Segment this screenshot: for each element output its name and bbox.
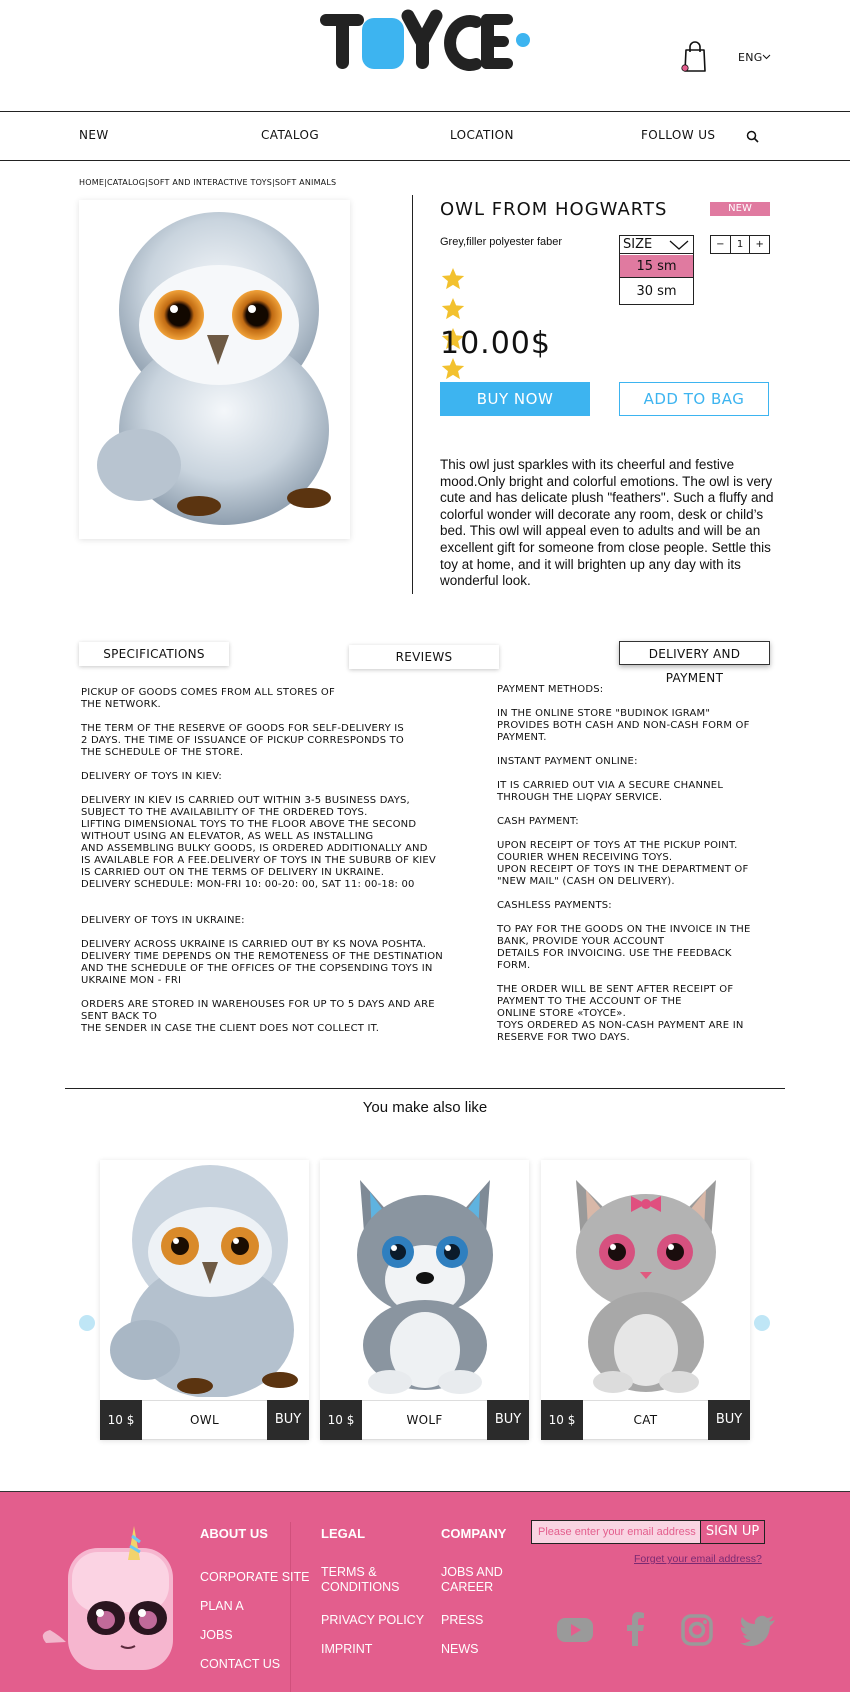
chevron-down-icon (668, 239, 690, 251)
footer-divider (290, 1522, 291, 1692)
product-card-bar (320, 1400, 529, 1440)
also-like-title: You make also like (362, 1099, 488, 1116)
card-buy-button[interactable]: BUY (267, 1400, 309, 1440)
delivery-info-left: PICKUP OF GOODS COMES FROM ALL STORES OF THE NETWORK. THE TERM OF THE RESERVE OF GOODS FOR SELF-DELIVERY IS 2 DAYS. THE TIME OF ISSUANCE OF PICKUP CORRESPONDS TO THE SCHEDULE OF THE STORE. DELIVERY OF TOYS IN KIEV: DELIVERY IN KIEV IS CARRIED OUT WITHIN 3-5 BUSINESS DAYS, SUBJECT TO THE AVAILABILITY OF THE ORDERED TOYS. LIFTING DIMENSIONAL TOYS TO THE FLOOR ABOVE THE SECOND WITHOUT USING AN ELEVATOR, AS WELL AS INSTALLING AND ASSEMBLING BULKY GOODS, IS ORDERED ADDITIONALLY AND IS AVAILABLE FOR A FEE.DELIVERY OF TOYS IN THE SUBURB OF KIEV IS CARRIED OUT ON THE TERMS OF DELIVERY IN UKRAINE. DELIVERY SCHEDULE: MON-FRI 10: 00-20: 00, SAT 11: 00-18: 00 DELIVERY OF TOYS IN UKRAINE: DELIVERY ACROSS UKRAINE IS CARRIED OUT BY KS NOVA POSHTA. DELIVERY TIME DEPENDS ON THE REMOTENESS OF THE DESTINATION AND THE SCHEDULE OF THE OFFICES OF THE COPSENDING TOYS IN UKRAINE MON - FRI ORDERS ARE STORED IN WAREHOUSES FOR UP TO 5 DAYS AND ARE SENT BACK TO THE SENDER IN CASE THE CLIENT DOES NOT COLLECT IT. (81, 687, 443, 1034)
shopping-bag-icon[interactable] (680, 40, 710, 74)
buy-now-button[interactable]: BUY NOW (440, 382, 590, 416)
new-badge: NEW (710, 202, 770, 216)
card-name[interactable]: CAT (583, 1400, 708, 1440)
header-divider (0, 111, 850, 112)
star-filled-icon[interactable] (440, 296, 466, 322)
footer-link-contact-us[interactable]: CONTACT US (200, 1657, 281, 1671)
footer-link-press[interactable]: PRESS (441, 1613, 484, 1627)
quantity-value[interactable]: 1 (730, 236, 751, 253)
wolf-thumbnail[interactable] (320, 1160, 529, 1397)
product-title: OWL FROM HOGWARTS (440, 199, 668, 220)
footer-link-privacy-policy[interactable]: PRIVACY POLICY (321, 1613, 425, 1627)
footer-link-terms[interactable]: TERMS & CONDITIONS (321, 1565, 400, 1594)
size-dropdown[interactable] (619, 235, 694, 305)
product-card-bar (100, 1400, 309, 1440)
carousel-next-dot[interactable] (754, 1315, 770, 1331)
nav-follow-us[interactable]: FOLLOW US (641, 128, 716, 142)
card-buy-button[interactable]: BUY (487, 1400, 529, 1440)
payment-info-right: PAYMENT METHODS: IN THE ONLINE STORE "BUDINOK IGRAM" PROVIDES BOTH CASH AND NON-CASH FORM OF PAYMENT. INSTANT PAYMENT ONLINE: IT IS CARRIED OUT VIA A SECURE CHANNEL THROUGH THE LIQPAY SERVICE. CASH PAYMENT: UPON RECEIPT OF TOYS AT THE PICKUP POINT. COURIER WHEN RECEIVING TOYS. UPON RECEIPT OF TOYS IN THE DEPARTMENT OF "NEW MAIL" (CASH ON DELIVERY). CASHLESS PAYMENTS: TO PAY FOR THE GOODS ON THE INVOICE IN THE BANK, PROVIDE YOUR ACCOUNT DETAILS FOR INVOICING. USE THE FEEDBACK FORM. THE ORDER WILL BE SENT AFTER RECEIPT OF PAYMENT TO THE ACCOUNT OF THE ONLINE STORE «TOYCE». TOYS ORDERED AS NON-CASH PAYMENT ARE IN RESERVE FOR TWO DAYS. (497, 684, 751, 1043)
cat-thumbnail[interactable] (541, 1160, 750, 1397)
nav-location[interactable]: LOCATION (450, 128, 514, 142)
size-option-30[interactable]: 30 sm (636, 284, 677, 299)
footer-legal-title: LEGAL (321, 1526, 366, 1541)
owl-illustration (79, 200, 350, 539)
product-card-owl[interactable] (100, 1160, 309, 1440)
owl-thumbnail[interactable] (100, 1160, 309, 1397)
product-card-cat[interactable] (541, 1160, 750, 1440)
nav-catalog[interactable]: CATALOG (261, 128, 320, 142)
twitter-icon[interactable] (739, 1612, 777, 1648)
add-to-bag-button[interactable]: ADD TO BAG (619, 382, 769, 416)
sign-up-button[interactable]: SIGN UP (701, 1520, 765, 1544)
instagram-icon[interactable] (678, 1612, 716, 1648)
card-name[interactable]: WOLF (362, 1400, 487, 1440)
product-material: Grey,filler polyester faber (440, 236, 563, 248)
star-filled-icon[interactable] (440, 266, 466, 292)
footer-link-jobs-career[interactable]: JOBS AND CAREER (441, 1565, 503, 1594)
footer (0, 1491, 850, 1692)
footer-link-corporate-site[interactable]: CORPORATE SITE (200, 1570, 310, 1584)
quantity-stepper[interactable] (710, 235, 770, 254)
breadcrumb[interactable]: HOME|CATALOG|SOFT AND INTERACTIVE TOYS|SOFT ANIMALS (79, 178, 337, 187)
footer-company-title: COMPANY (441, 1526, 507, 1541)
product-price: 10.00$ (440, 326, 551, 361)
product-image[interactable] (79, 200, 350, 539)
card-price: 10 $ (320, 1400, 362, 1440)
language-selector[interactable]: ENG (738, 51, 763, 64)
search-icon[interactable] (746, 130, 759, 143)
narwhal-mascot (36, 1518, 191, 1683)
footer-link-plan-a[interactable]: PLAN A (200, 1599, 244, 1613)
section-divider (65, 1088, 785, 1089)
product-divider (412, 195, 413, 594)
card-price: 10 $ (100, 1400, 142, 1440)
size-dropdown-header[interactable] (620, 236, 693, 254)
card-buy-button[interactable]: BUY (708, 1400, 750, 1440)
tab-delivery-and-payment[interactable]: DELIVERY AND PAYMENT (619, 641, 770, 665)
nav-divider (0, 160, 850, 161)
tab-specifications[interactable]: SPECIFICATIONS (79, 642, 229, 666)
facebook-icon[interactable] (617, 1612, 655, 1648)
forgot-email-link[interactable]: Forget your email address? (634, 1553, 762, 1565)
footer-link-imprint[interactable]: IMPRINT (321, 1642, 373, 1656)
size-option-15[interactable]: 15 sm (620, 255, 693, 278)
nav-new[interactable]: NEW (79, 128, 109, 142)
chevron-down-icon[interactable] (762, 52, 771, 61)
email-input[interactable]: Please enter your email address (531, 1520, 701, 1544)
size-label: SIZE (623, 237, 653, 252)
product-card-bar (541, 1400, 750, 1440)
youtube-icon[interactable] (556, 1612, 594, 1648)
tab-reviews[interactable]: REVIEWS (349, 645, 499, 669)
quantity-increase-button[interactable]: + (755, 239, 764, 250)
toyce-logo[interactable] (318, 8, 534, 72)
footer-about-title: ABOUT US (200, 1526, 268, 1541)
product-description: This owl just sparkles with its cheerful and festive mood.Only bright and colorful emotions. The owl is very cute and has delicate plush "feathers". Such a fluffy and colorful wonder will decorate any room, desk or child’s bed. This owl will appeal even to adults and will be an excellent gift for someone from close people. Settle this toy at home, and it will brighten up any day with its wonderful look. (440, 457, 774, 589)
carousel-prev-dot[interactable] (79, 1315, 95, 1331)
card-price: 10 $ (541, 1400, 583, 1440)
footer-link-news[interactable]: NEWS (441, 1642, 479, 1656)
footer-link-jobs[interactable]: JOBS (200, 1628, 233, 1642)
product-card-wolf[interactable] (320, 1160, 529, 1440)
quantity-decrease-button[interactable]: − (716, 239, 725, 250)
card-name[interactable]: OWL (142, 1400, 267, 1440)
